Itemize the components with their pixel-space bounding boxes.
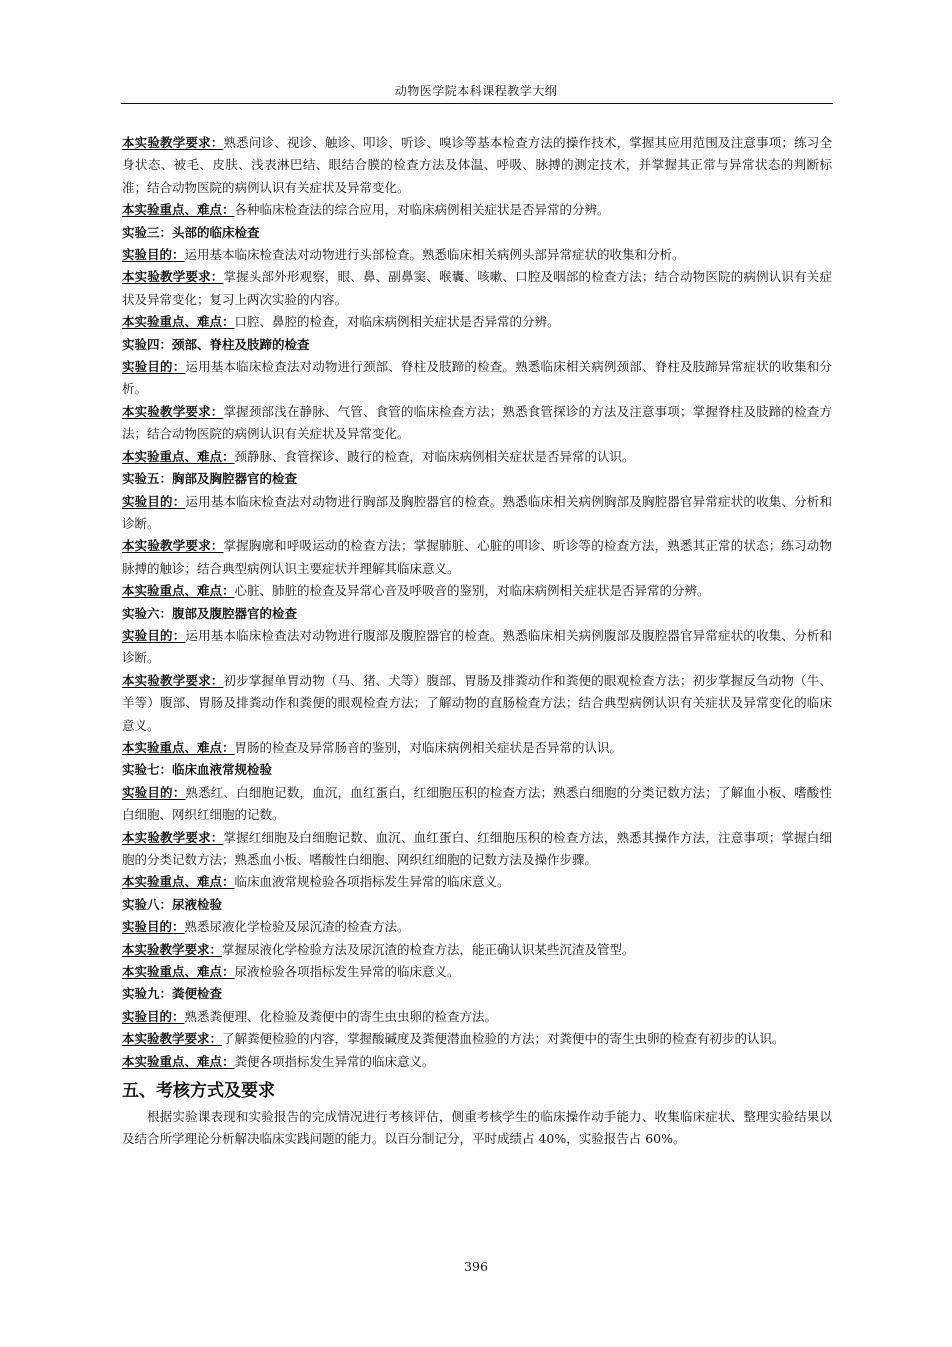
experiment-key-points (122, 961, 832, 983)
item-label: 本实验重点、难点： (122, 964, 235, 980)
item-label: 实验目的： (122, 247, 185, 263)
item-text: 口腔、鼻腔的检查，对临床病例相关症状是否异常的分辨。 (234, 314, 560, 330)
item-label: 实验目的： (122, 359, 186, 375)
item-label: 本实验教学要求： (122, 941, 223, 957)
item-text: 熟悉红、白细胞记数，血沉，血红蛋白，红细胞压积的检查方法；熟悉白细胞的分类记数方法；了解血小板、嗜酸性白细胞、网织红细胞的记数。 (122, 784, 832, 823)
item-text: 掌握红细胞及白细胞记数、血沉、血红蛋白、红细胞压积的检查方法，熟悉其操作方法，注意事项；掌握白细胞的分类记数方法；熟悉血小板、嗜酸性白细胞、网织红细胞的记数方法及操作步骤。 (122, 829, 832, 867)
experiment-title: 实验五：胸部及胸腔器官的检查 (122, 471, 298, 487)
experiment-requirements (122, 266, 832, 311)
page-header-title: 动物医学院本科课程教学大纲 (394, 84, 558, 98)
item-label: 本实验教学要求： (122, 269, 224, 285)
item-text: 熟悉问诊、视诊、触诊、叩诊、听诊、嗅诊等基本检查方法的操作技术，掌握其应用范围及注意事项；练习全身状态、被毛、皮肤、浅表淋巴结、眼结合膜的检查方法及体温、呼吸、脉搏的测定技术，并掌握其正常与异常状态的判断标准；结合动物医院的病例认识有关症状及异常变化。 (122, 135, 832, 195)
item-label: 本实验重点、难点： (122, 202, 235, 218)
experiment-title: 实验四：颈部、脊柱及肢蹄的检查 (122, 336, 310, 352)
item-text: 运用基本临床检查法对动物进行胸部及胸腔器官的检查。熟悉临床相关病例胸部及胸腔器官异常症状的收集、分析和诊断。 (122, 493, 832, 531)
item-label: 本实验教学要求： (122, 829, 224, 845)
item-label: 本实验重点、难点： (122, 739, 235, 755)
experiment-purpose (122, 1006, 832, 1028)
item-label: 本实验重点、难点： (122, 314, 235, 330)
item-text: 尿液检验各项指标发生异常的临床意义。 (234, 964, 460, 980)
experiment-requirements (122, 670, 832, 737)
item-label: 本实验教学要求： (122, 672, 224, 688)
experiment-purpose (122, 916, 832, 938)
item-text: 心脏、肺脏的检查及异常心音及呼吸音的鉴别，对临床病例相关症状是否异常的分辨。 (234, 583, 710, 599)
experiment-title: 实验九：粪便检查 (122, 986, 223, 1002)
experiment-key-points (122, 580, 832, 602)
item-text: 胃肠的检查及异常肠音的鉴别，对临床病例相关症状是否异常的认识。 (234, 739, 623, 755)
experiment-key-points (122, 737, 832, 759)
experiment-key-points (122, 871, 832, 893)
item-text: 运用基本临床检查法对动物进行颈部、脊柱及肢蹄的检查。熟悉临床相关病例颈部、脊柱及肢蹄异常症状的收集和分析。 (122, 359, 832, 397)
section-body: 根据实验课表现和实验报告的完成情况进行考核评估，侧重考核学生的临床操作动手能力、收集临床症状、整理实验结果以及结合所学理论分析解决临床实践问题的能力。以百分制记分，平时成绩占 40%，实验报告占 60%。 (122, 1109, 832, 1147)
experiment-title: 实验七：临床血液常规检验 (122, 762, 273, 778)
item-text: 粪便各项指标发生异常的临床意义。 (234, 1053, 435, 1069)
page-content (122, 132, 832, 1151)
experiment-requirements (122, 827, 832, 872)
experiment-key-points (122, 446, 832, 468)
item-text: 各种临床检查法的综合应用，对临床病例相关症状是否异常的分辨。 (234, 202, 610, 218)
item-text: 掌握颈部浅在静脉、气管、食管的临床检查方法；熟悉食管探诊的方法及注意事项；掌握脊柱及肢蹄的检查方法；结合动物医院的病例认识有关症状及异常变化。 (122, 403, 832, 442)
item-text: 掌握尿液化学检验方法及尿沉渣的检查方法，能正确认识某些沉渣及管型。 (222, 941, 635, 957)
experiment-requirements (122, 1028, 832, 1050)
item-text: 熟悉粪便理、化检验及粪便中的寄生虫虫卵的检查方法。 (184, 1008, 498, 1024)
item-label: 本实验教学要求： (122, 403, 224, 419)
experiment-purpose (122, 244, 832, 266)
item-label: 实验目的： (122, 627, 186, 643)
item-label: 实验目的： (122, 493, 186, 509)
experiment-requirements (122, 535, 832, 580)
item-text: 了解粪便检验的内容，掌握酸碱度及粪便潜血检验的方法；对粪便中的寄生虫卵的检查有初步的认识。 (222, 1031, 785, 1047)
item-label: 本实验教学要求： (122, 1031, 223, 1047)
item-label: 实验目的： (122, 784, 186, 800)
item-text: 颈静脉、食管探诊、跛行的检查，对临床病例相关症状是否异常的认识。 (234, 448, 635, 464)
experiment-title: 实验三：头部的临床检查 (122, 224, 260, 240)
item-text: 掌握头部外形观察，眼、鼻、副鼻窦、喉囊、咳嗽、口腔及咽部的检查方法；结合动物医院的病例认识有关症状及异常变化；复习上两次实验的内容。 (122, 269, 832, 307)
item-text: 掌握胸廓和呼吸运动的检查方法；掌握肺脏、心脏的叩诊、听诊等的检查方法，熟悉其正常的状态；练习动物脉搏的触诊；结合典型病例认识主要症状并理解其临床意义。 (122, 538, 832, 576)
item-text: 初步掌握单胃动物（马、猪、犬等）腹部、胃肠及排粪动作和粪便的眼观检查方法；初步掌握反刍动物（牛、羊等）腹部、胃肠及排粪动作和粪便的眼观检查方法；了解动物的直肠检查方法；结合典型病例认识有关症状及异常变化的临床意义。 (122, 672, 832, 733)
item-label: 本实验重点、难点： (122, 874, 235, 890)
item-label: 本实验教学要求： (122, 135, 224, 150)
page-number: 396 (464, 1259, 488, 1274)
experiment-key-points (122, 311, 832, 333)
item-text: 临床血液常规检验各项指标发生异常的临床意义。 (234, 874, 510, 890)
section-heading: 五、考核方式及要求 (122, 1081, 275, 1102)
item-text: 运用基本临床检查法对动物进行头部检查。熟悉临床相关病例头部异常症状的收集和分析。 (184, 247, 685, 263)
experiment-requirements (122, 939, 832, 961)
item-label: 实验目的： (122, 1008, 185, 1024)
item-label: 本实验重点、难点： (122, 583, 235, 599)
experiment-title: 实验八：尿液检验 (122, 896, 223, 912)
intro-requirements (122, 132, 832, 199)
intro-key-points (122, 199, 832, 221)
item-label: 实验目的： (122, 919, 185, 935)
experiment-purpose (122, 782, 832, 827)
experiment-title: 实验六：腹部及腹腔器官的检查 (122, 605, 298, 621)
experiment-key-points (122, 1051, 832, 1073)
item-label: 本实验重点、难点： (122, 448, 235, 464)
item-label: 本实验重点、难点： (122, 1053, 235, 1069)
header-divider (121, 103, 833, 104)
experiment-requirements (122, 401, 832, 446)
experiment-purpose (122, 491, 832, 536)
experiment-purpose (122, 356, 832, 401)
item-text: 熟悉尿液化学检验及尿沉渣的检查方法。 (184, 919, 410, 935)
item-label: 本实验教学要求： (122, 538, 224, 554)
item-text: 运用基本临床检查法对动物进行腹部及腹腔器官的检查。熟悉临床相关病例腹部及腹腔器官异常症状的收集、分析和诊断。 (122, 627, 832, 666)
experiment-purpose (122, 625, 832, 670)
